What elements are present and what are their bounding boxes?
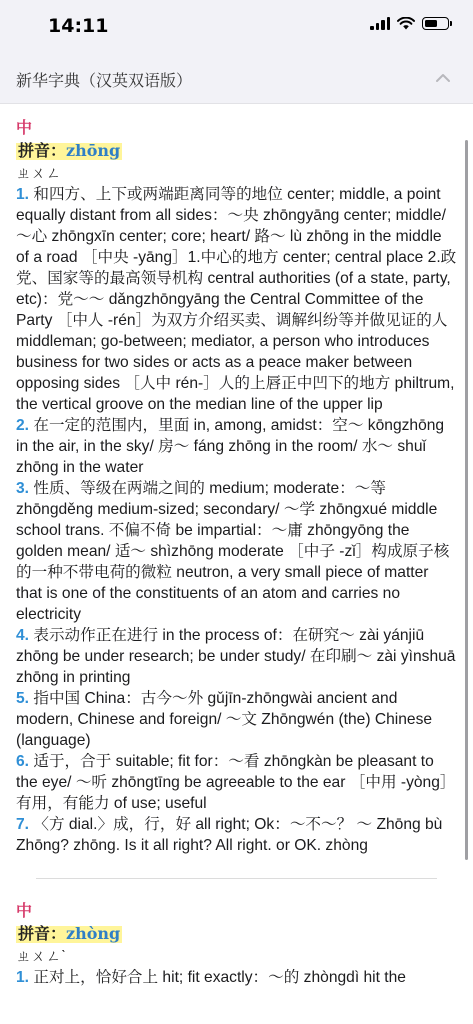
definition-5 xyxy=(16,688,457,751)
zhuyin: ㄓㄨㄥ xyxy=(16,165,62,182)
chevron-up-icon[interactable] xyxy=(431,66,455,90)
pinyin-value: zhòng xyxy=(66,924,121,943)
status-time: 14:11 xyxy=(48,15,109,37)
definition-text: 表示动作正在进行 in the process of：在研究～ zài yánjiū zhōng be under research; be under study/ 在印刷～ zài yìnshuā zhōng in printing xyxy=(16,627,456,686)
definition-1 xyxy=(16,967,457,988)
definition-text: 〈方 dial.〉成，行，好 all right; Ok：～不～？ ～ Zhōng bù Zhōng? zhōng. Is it all right? All right. or OK. zhòng xyxy=(16,816,443,854)
definition-number: 4. xyxy=(16,627,30,644)
definition-number: 6. xyxy=(16,753,30,770)
pinyin-label: 拼音： xyxy=(18,143,67,160)
definition-number: 1. xyxy=(16,186,30,203)
pinyin-value: zhōng xyxy=(66,141,121,160)
cellular-signal-icon xyxy=(370,17,390,30)
definition-6 xyxy=(16,751,457,814)
wifi-icon xyxy=(397,17,415,30)
definition-number: 7. xyxy=(16,816,30,833)
definition-text: 性质、等级在两端之间的 medium; moderate：～等 zhōngděng medium-sized; secondary/ ～学 zhōngxué middle school trans. 不偏不倚 be impartial：～庸 zhōngyōng the golden mean/ 适～ shìzhōng moderate ［中子 -zǐ］构成原子核的一种不带电荷的微粒 neutron, a very small piece of matter that is one of the constituents of an atom and carries no electricity xyxy=(16,480,450,623)
entry-divider xyxy=(36,878,437,879)
dictionary-header[interactable] xyxy=(0,52,473,104)
headword: 中 xyxy=(16,120,33,137)
definition-2 xyxy=(16,415,457,478)
definition-number: 1. xyxy=(16,969,30,986)
status-icons xyxy=(370,17,449,30)
headword: 中 xyxy=(16,903,33,920)
scrollbar[interactable] xyxy=(465,140,468,860)
pinyin-label: 拼音： xyxy=(18,926,67,943)
entry-content[interactable] xyxy=(0,104,473,1024)
definition-number: 2. xyxy=(16,417,30,434)
definition-3 xyxy=(16,478,457,625)
definition-number: 5. xyxy=(16,690,30,707)
entry-zhong4 xyxy=(16,901,457,988)
definition-text: 正对上，恰好合上 hit; fit exactly：～的 zhòngdì hit the xyxy=(29,969,406,986)
definition-text: 在一定的范围内，里面 in, among, amidst：空～ kōngzhōng in the air, in the sky/ 房～ fáng zhōng in the room/ 水～ shuǐ zhōng in the water xyxy=(16,417,445,476)
definition-7 xyxy=(16,814,457,856)
definition-1 xyxy=(16,184,457,415)
status-bar xyxy=(0,0,473,52)
definition-4 xyxy=(16,625,457,688)
definition-number: 3. xyxy=(16,480,30,497)
definition-text: 和四方、上下或两端距离同等的地位 center; middle, a point equally distant from all sides：～央 zhōngyāng center; middle/ ～心 zhōngxīn center; core; heart/ 路～ lù zhōng in the middle of a road ［中央 -yāng］1.中心的地方 center; central place 2.政党、国家等的最高领导机构 central authorities (of a state, party, etc)：党～～ dǎngzhōngyāng the Central Committee of the Party ［中人 -rén］为双方介绍买卖、调解纠纷等并做见证的人 middleman; go-between; mediator, a person who introduces business for two sides or acts as a peace maker between opposing sides ［人中 rén-］人的上唇正中凹下的地方 philtrum, the vertical groove on the median line of the upper lip xyxy=(16,186,457,413)
dictionary-title: 新华字典（汉英双语版） xyxy=(16,73,193,90)
battery-icon xyxy=(422,17,449,30)
pinyin-line xyxy=(16,140,457,163)
zhuyin: ㄓㄨㄥˋ xyxy=(16,948,66,965)
definition-text: 指中国 China：古今～外 gǔjīn-zhōngwài ancient and modern, Chinese and foreign/ ～文 Zhōngwén (the) Chinese (language) xyxy=(16,690,433,749)
entry-zhong1 xyxy=(16,118,457,856)
pinyin-line xyxy=(16,923,457,946)
definition-text: 适于，合于 suitable; fit for：～看 zhōngkàn be pleasant to the eye/ ～听 zhōngtīng be agreeable to the ear ［中用 -yòng］有用，有能力 of use; useful xyxy=(16,753,456,812)
